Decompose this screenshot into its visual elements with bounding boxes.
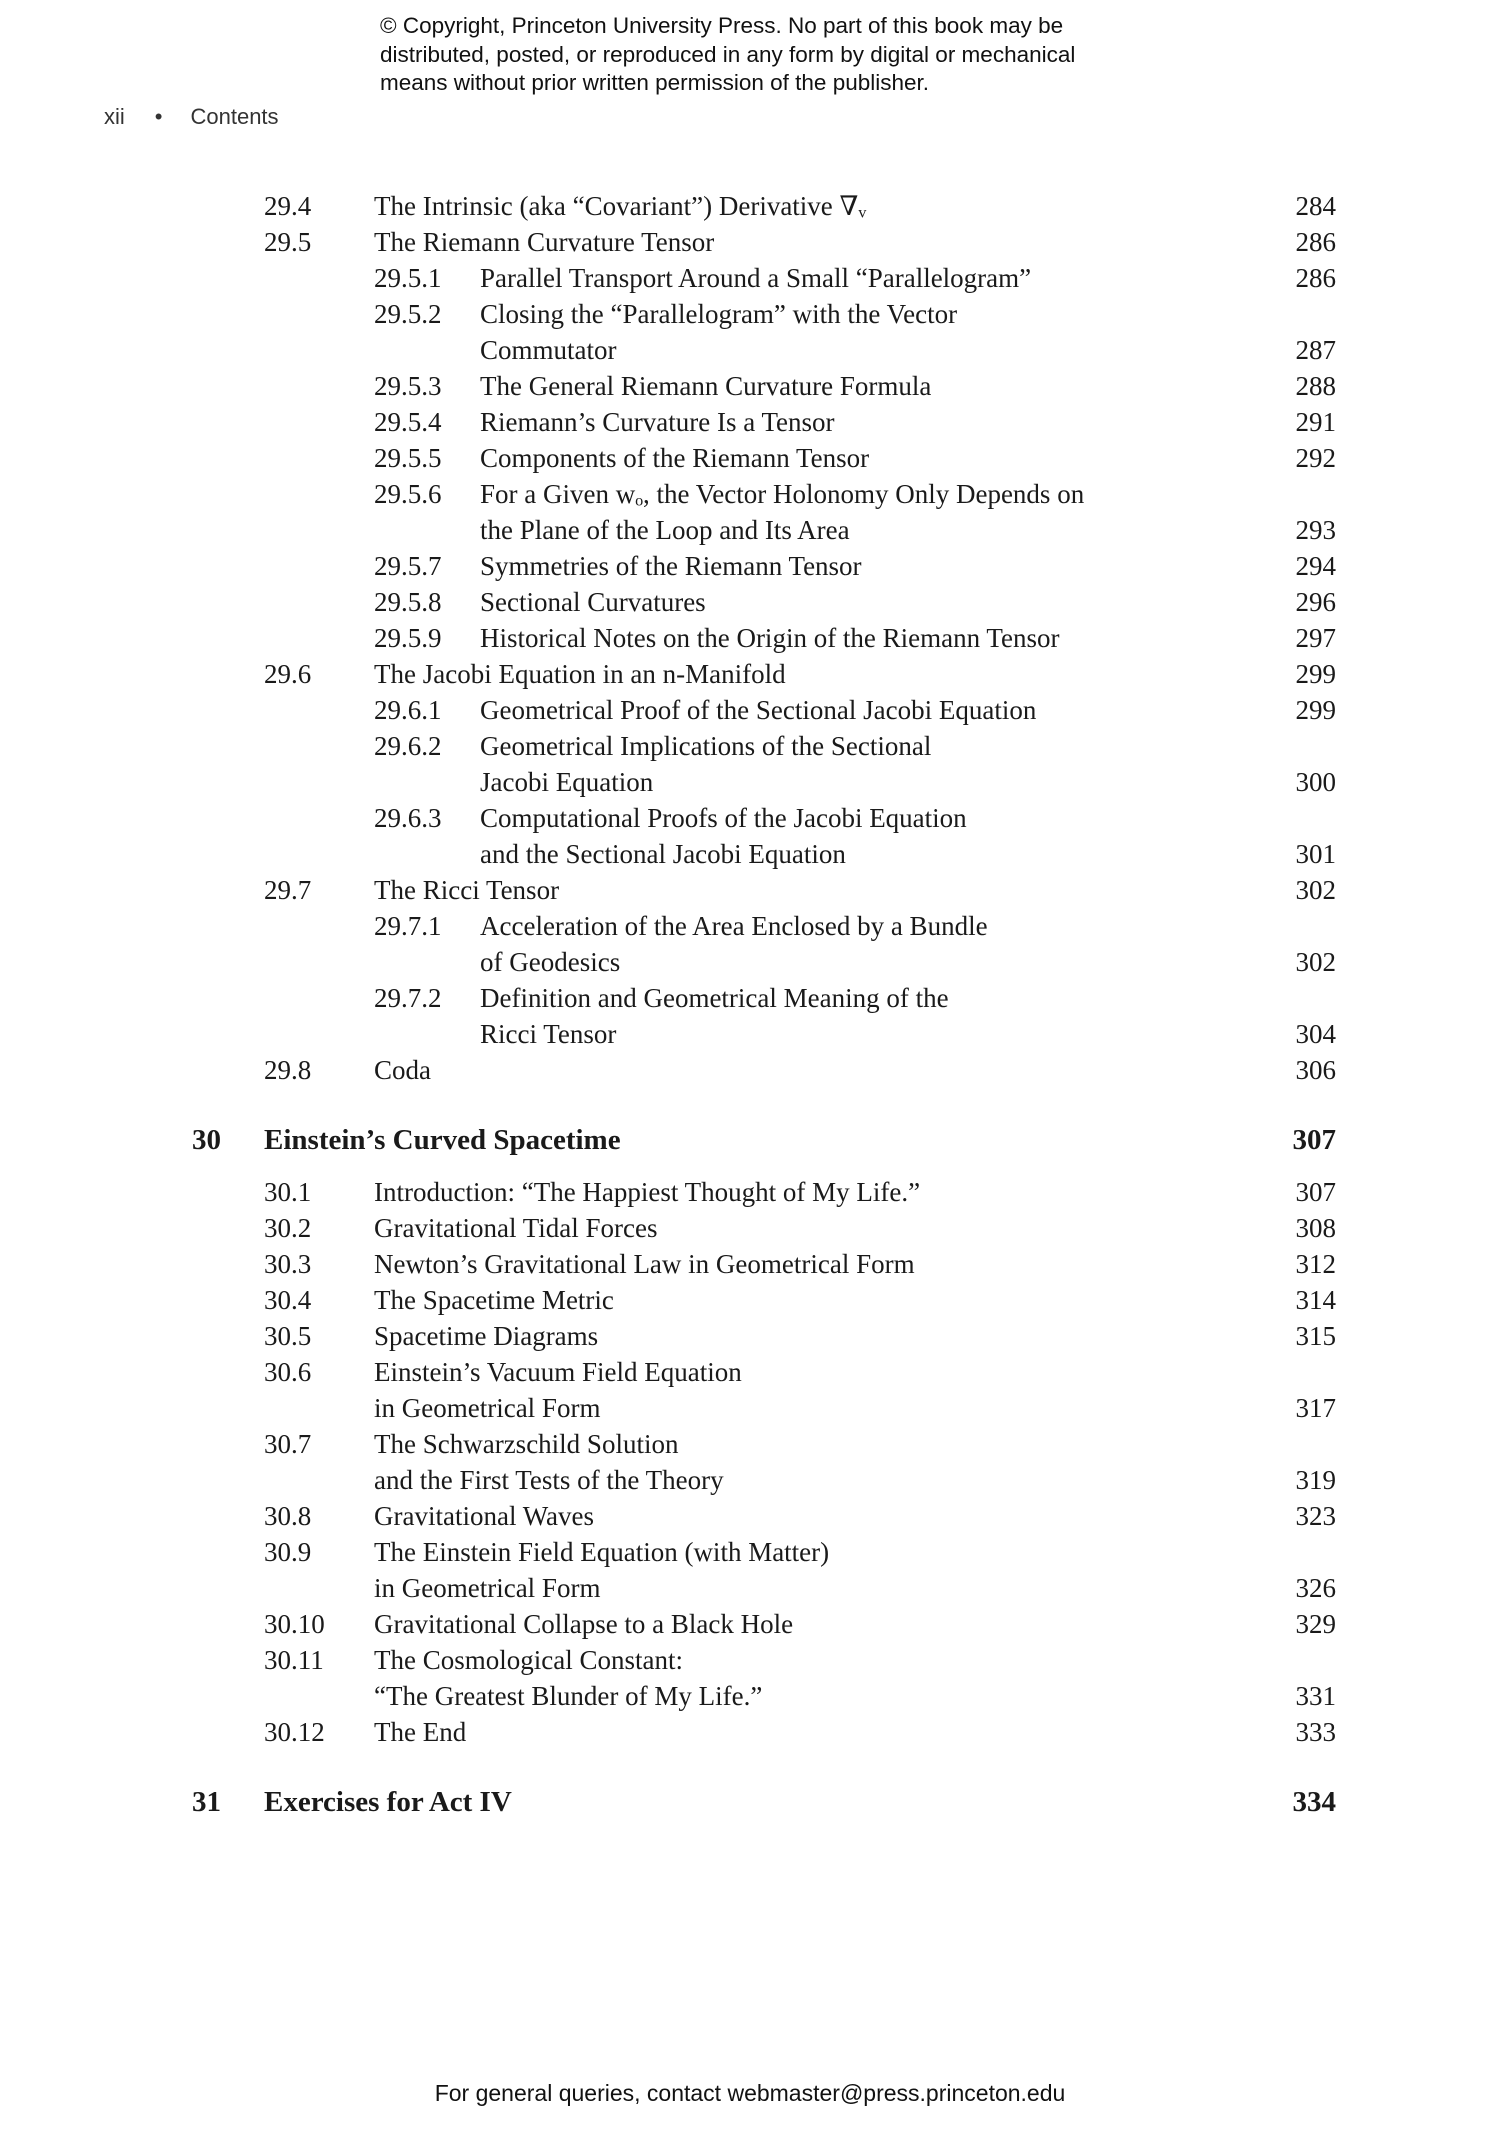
toc-subsection-entry [0, 260, 1500, 296]
toc-subsection-entry [0, 368, 1500, 404]
entry-title-line: Jacobi Equation [480, 767, 654, 797]
entry-number: 29.5.5 [374, 443, 442, 473]
entry-title-line: and the Sectional Jacobi Equation [480, 839, 846, 869]
entry-title-line: the Plane of the Loop and Its Area [480, 515, 850, 545]
entry-number: 29.6.1 [374, 695, 442, 725]
toc-subsection-entry [0, 440, 1500, 476]
entry-title-line: The Jacobi Equation in an n-Manifold [374, 659, 786, 689]
toc-section-entry [0, 1498, 1500, 1534]
entry-title-line: and the First Tests of the Theory [374, 1465, 724, 1495]
entry-title-line: Newton’s Gravitational Law in Geometrical Form [374, 1249, 915, 1279]
entry-title-line: The Einstein Field Equation (with Matter) [374, 1537, 830, 1567]
entry-page-number: 315 [1295, 1321, 1336, 1351]
entry-title-line: “The Greatest Blunder of My Life.” [374, 1681, 763, 1711]
entry-title-line: Components of the Riemann Tensor [480, 443, 870, 473]
entry-page-number: 300 [1295, 767, 1336, 797]
toc-subsection-entry [0, 404, 1500, 440]
entry-title [480, 440, 1500, 476]
entry-page-number: 301 [1295, 839, 1336, 869]
entry-number: 30.3 [264, 1249, 312, 1279]
toc-section-entry [0, 1534, 1500, 1606]
entry-page-number: 292 [1295, 443, 1336, 473]
entry-title-line: The Ricci Tensor [374, 875, 560, 905]
entry-title [480, 404, 1500, 440]
entry-number: 29.5.6 [374, 479, 442, 509]
entry-title [480, 548, 1500, 584]
footer: For general queries, contact webmaster@press.princeton.edu [434, 2080, 1066, 2106]
page-number: xii [104, 104, 125, 129]
entry-number: 30.7 [264, 1429, 312, 1459]
entry-page-number: 299 [1295, 695, 1336, 725]
toc-section-entry [0, 1246, 1500, 1282]
entry-number: 30 [192, 1124, 221, 1156]
entry-title-line: For a Given wₒ, the Vector Holonomy Only Depends on [480, 479, 1085, 509]
entry-page-number: 306 [1295, 1055, 1336, 1085]
toc-section-entry [0, 872, 1500, 908]
entry-number: 29.5.7 [374, 551, 442, 581]
entry-number: 29.6.3 [374, 803, 442, 833]
entry-number: 29.5.4 [374, 407, 442, 437]
entry-page-number: 319 [1295, 1465, 1336, 1495]
copyright-line: © Copyright, Princeton University Press. No part of this book may be [380, 13, 1064, 38]
entry-title [480, 620, 1500, 656]
entry-number: 29.5.1 [374, 263, 442, 293]
entry-title [480, 296, 1500, 368]
running-head [104, 104, 279, 130]
entry-number: 29.7.1 [374, 911, 442, 941]
copyright-line: means without prior written permission of the publisher. [380, 70, 930, 95]
entry-title [480, 728, 1500, 800]
entry-title-line: The Cosmological Constant: [374, 1645, 683, 1675]
entry-number: 29.5.8 [374, 587, 442, 617]
toc-section-entry [0, 1052, 1500, 1088]
entry-page-number: 314 [1295, 1285, 1336, 1315]
entry-number: 29.6.2 [374, 731, 442, 761]
entry-number: 30.12 [264, 1717, 325, 1747]
entry-title-line: Computational Proofs of the Jacobi Equation [480, 803, 967, 833]
entry-title-line: Definition and Geometrical Meaning of the [480, 983, 949, 1013]
entry-number: 30.4 [264, 1285, 312, 1315]
entry-title-line: Introduction: “The Happiest Thought of My Life.” [374, 1177, 921, 1207]
entry-page-number: 304 [1295, 1019, 1336, 1049]
entry-title-line: Geometrical Proof of the Sectional Jacobi Equation [480, 695, 1037, 725]
entry-title-line: Riemann’s Curvature Is a Tensor [480, 407, 835, 437]
entry-page-number: 286 [1295, 263, 1336, 293]
toc-section-entry [0, 1282, 1500, 1318]
entry-title [480, 476, 1500, 548]
entry-title [480, 260, 1500, 296]
entry-title-line: The End [374, 1717, 467, 1747]
toc-section-entry [0, 1318, 1500, 1354]
entry-title [480, 800, 1500, 872]
copyright-line: distributed, posted, or reproduced in any form by digital or mechanical [380, 41, 1076, 67]
entry-title-line: Coda [374, 1055, 431, 1085]
toc-section-entry [0, 1714, 1500, 1750]
entry-number: 29.5.9 [374, 623, 442, 653]
entry-title-line: Spacetime Diagrams [374, 1321, 599, 1351]
toc-section-entry [0, 1210, 1500, 1246]
running-head-title: Contents [190, 104, 279, 129]
entry-number: 30.5 [264, 1321, 312, 1351]
entry-title-line: Symmetries of the Riemann Tensor [480, 551, 862, 581]
toc-subsection-entry [0, 800, 1500, 872]
entry-number: 30.1 [264, 1177, 312, 1207]
toc-subsection-entry [0, 548, 1500, 584]
entry-number: 29.4 [264, 191, 312, 221]
entry-title-line: Historical Notes on the Origin of the Riemann Tensor [480, 623, 1060, 653]
toc-chapter-entry [0, 1120, 1500, 1160]
entry-page-number: 317 [1295, 1393, 1336, 1423]
entry-title-line: The Riemann Curvature Tensor [374, 227, 715, 257]
entry-title-line: Gravitational Waves [374, 1501, 595, 1531]
toc-chapter-entry [0, 1782, 1500, 1822]
toc-subsection-entry [0, 908, 1500, 980]
entry-title-line: Einstein’s Curved Spacetime [264, 1124, 621, 1156]
entry-number: 29.8 [264, 1055, 312, 1085]
entry-title [480, 908, 1500, 980]
entry-number: 29.5.3 [374, 371, 442, 401]
copyright-notice [380, 12, 1200, 98]
entry-title-line: Einstein’s Vacuum Field Equation [374, 1357, 742, 1387]
entry-title-line: Sectional Curvatures [480, 587, 706, 617]
entry-title [480, 368, 1500, 404]
toc-subsection-entry [0, 584, 1500, 620]
entry-page-number: 288 [1295, 371, 1336, 401]
entry-title [480, 692, 1500, 728]
entry-title-line: Geometrical Implications of the Sectional [480, 731, 932, 761]
entry-page-number: 287 [1295, 335, 1336, 365]
entry-page-number: 312 [1295, 1249, 1336, 1279]
entry-page-number: 294 [1295, 551, 1336, 581]
entry-number: 29.5 [264, 227, 312, 257]
entry-title-line: The Spacetime Metric [374, 1285, 614, 1315]
entry-page-number: 291 [1295, 407, 1336, 437]
entry-page-number: 333 [1295, 1717, 1336, 1747]
toc-section-entry [0, 188, 1500, 224]
toc-subsection-entry [0, 728, 1500, 800]
entry-page-number: 302 [1295, 947, 1336, 977]
entry-title-line: in Geometrical Form [374, 1393, 601, 1423]
entry-number: 31 [192, 1786, 221, 1818]
entry-title-line: of Geodesics [480, 947, 621, 977]
entry-number: 30.8 [264, 1501, 312, 1531]
entry-number: 29.7.2 [374, 983, 442, 1013]
toc-subsection-entry [0, 296, 1500, 368]
toc-section-entry [0, 224, 1500, 260]
toc-section-entry [0, 1606, 1500, 1642]
toc-subsection-entry [0, 476, 1500, 548]
entry-number: 29.6 [264, 659, 312, 689]
entry-title-line: Exercises for Act IV [264, 1786, 512, 1818]
entry-page-number: 331 [1295, 1681, 1336, 1711]
entry-page-number: 326 [1295, 1573, 1336, 1603]
entry-page-number: 293 [1295, 515, 1336, 545]
entry-title-line: Ricci Tensor [480, 1019, 617, 1049]
entry-number: 30.2 [264, 1213, 312, 1243]
entry-title [480, 584, 1500, 620]
toc-subsection-entry [0, 620, 1500, 656]
entry-title-line: Gravitational Collapse to a Black Hole [374, 1609, 794, 1639]
entry-page-number: 307 [1292, 1124, 1336, 1156]
toc-subsection-entry [0, 980, 1500, 1052]
toc-section-entry [0, 1174, 1500, 1210]
entry-page-number: 297 [1295, 623, 1336, 653]
entry-title-line: The General Riemann Curvature Formula [480, 371, 932, 401]
entry-title-line: The Schwarzschild Solution [374, 1429, 679, 1459]
entry-page-number: 296 [1295, 587, 1336, 617]
table-of-contents [0, 188, 1500, 1822]
toc-subsection-entry [0, 692, 1500, 728]
entry-page-number: 307 [1295, 1177, 1336, 1207]
entry-number: 29.7 [264, 875, 312, 905]
entry-page-number: 323 [1295, 1501, 1336, 1531]
entry-number: 30.6 [264, 1357, 312, 1387]
toc-section-entry [0, 1426, 1500, 1498]
entry-number: 29.5.2 [374, 299, 442, 329]
entry-number: 30.9 [264, 1537, 312, 1567]
entry-title [480, 980, 1500, 1052]
entry-title-line: in Geometrical Form [374, 1573, 601, 1603]
entry-number: 30.11 [264, 1645, 324, 1675]
toc-section-entry [0, 1642, 1500, 1714]
entry-title-line: Acceleration of the Area Enclosed by a Bundle [480, 911, 988, 941]
entry-number: 30.10 [264, 1609, 325, 1639]
toc-section-entry [0, 1354, 1500, 1426]
entry-title-line: The Intrinsic (aka “Covariant”) Derivative ∇ᵥ [374, 191, 867, 221]
entry-page-number: 284 [1295, 191, 1336, 221]
entry-page-number: 286 [1295, 227, 1336, 257]
entry-title-line: Gravitational Tidal Forces [374, 1213, 658, 1243]
bullet-separator: • [154, 104, 163, 129]
entry-title-line: Parallel Transport Around a Small “Parallelogram” [480, 263, 1032, 293]
entry-title-line: Closing the “Parallelogram” with the Vector [480, 299, 958, 329]
entry-page-number: 299 [1295, 659, 1336, 689]
entry-page-number: 334 [1292, 1786, 1336, 1818]
entry-page-number: 329 [1295, 1609, 1336, 1639]
toc-section-entry [0, 656, 1500, 692]
entry-page-number: 302 [1295, 875, 1336, 905]
entry-page-number: 308 [1295, 1213, 1336, 1243]
entry-title-line: Commutator [480, 335, 617, 365]
